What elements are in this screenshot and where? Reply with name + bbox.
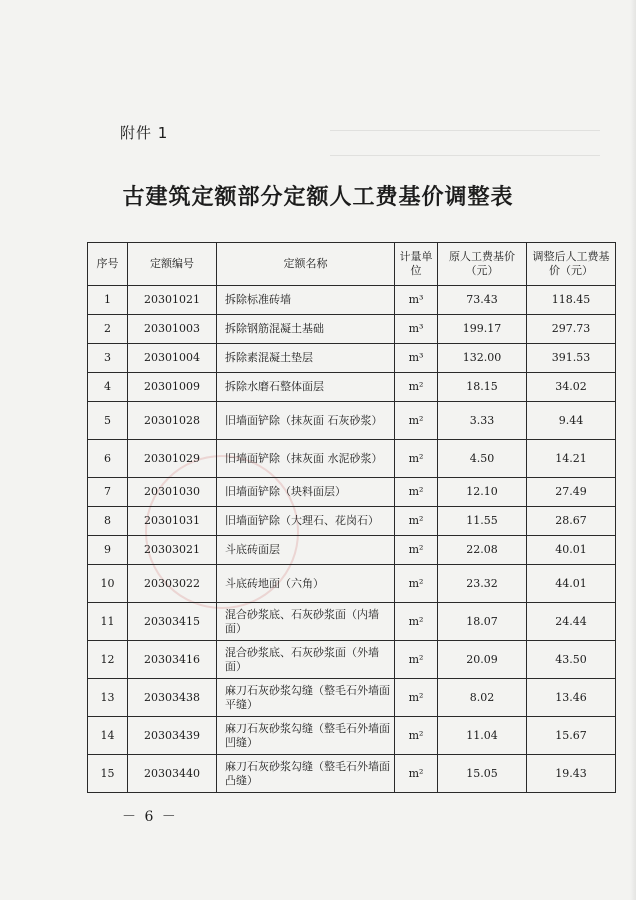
cell-original-price: 18.15 [438,373,527,402]
table-row [88,315,616,344]
cell-seq: 4 [88,373,128,402]
cell-original-price: 8.02 [438,679,527,717]
cell-adjusted-price: 118.45 [527,286,616,315]
cell-code: 20303021 [128,536,217,565]
cell-unit: m² [395,440,438,478]
cell-seq: 12 [88,641,128,679]
page-edge-shadow [630,0,636,900]
cell-seq: 3 [88,344,128,373]
cell-unit: m³ [395,286,438,315]
table-row [88,717,616,755]
cell-unit: m² [395,641,438,679]
cell-unit: m² [395,565,438,603]
cell-adjusted-price: 15.67 [527,717,616,755]
table-row [88,679,616,717]
table-row [88,565,616,603]
cell-original-price: 15.05 [438,755,527,793]
cell-name: 混合砂浆底、石灰砂浆面（外墙面） [217,641,395,679]
table-row [88,344,616,373]
cell-original-price: 199.17 [438,315,527,344]
cell-code: 20303438 [128,679,217,717]
cell-seq: 8 [88,507,128,536]
cell-code: 20301029 [128,440,217,478]
cell-name: 斗底砖地面（六角） [217,565,395,603]
header-unit: 计量单位 [395,243,438,286]
cell-unit: m² [395,536,438,565]
cell-code: 20303440 [128,755,217,793]
cell-seq: 1 [88,286,128,315]
cell-unit: m² [395,507,438,536]
cell-seq: 6 [88,440,128,478]
cell-unit: m² [395,717,438,755]
cell-adjusted-price: 44.01 [527,565,616,603]
cell-adjusted-price: 43.50 [527,641,616,679]
cell-unit: m² [395,603,438,641]
cell-adjusted-price: 297.73 [527,315,616,344]
cell-original-price: 132.00 [438,344,527,373]
cell-adjusted-price: 391.53 [527,344,616,373]
cell-unit: m² [395,402,438,440]
cell-unit: m² [395,679,438,717]
cell-adjusted-price: 24.44 [527,603,616,641]
cell-seq: 15 [88,755,128,793]
cell-seq: 13 [88,679,128,717]
cell-code: 20303415 [128,603,217,641]
cell-original-price: 22.08 [438,536,527,565]
header-original-price: 原人工费基价（元） [438,243,527,286]
cell-seq: 2 [88,315,128,344]
table-row [88,286,616,315]
cell-adjusted-price: 40.01 [527,536,616,565]
cell-original-price: 23.32 [438,565,527,603]
cell-name: 旧墙面铲除（抹灰面 石灰砂浆） [217,402,395,440]
document-title: 古建筑定额部分定额人工费基价调整表 [122,184,514,210]
cell-seq: 14 [88,717,128,755]
cell-adjusted-price: 19.43 [527,755,616,793]
cell-name: 麻刀石灰砂浆勾缝（整毛石外墙面 凹缝） [217,717,395,755]
cell-original-price: 12.10 [438,478,527,507]
bleed-through-line [330,130,600,131]
cell-original-price: 18.07 [438,603,527,641]
cell-name: 旧墙面铲除（块料面层） [217,478,395,507]
cell-seq: 5 [88,402,128,440]
table-row [88,755,616,793]
cell-unit: m³ [395,344,438,373]
cell-name: 麻刀石灰砂浆勾缝（整毛石外墙面 凸缝） [217,755,395,793]
cell-code: 20301003 [128,315,217,344]
table-row [88,373,616,402]
cell-adjusted-price: 14.21 [527,440,616,478]
cell-code: 20301021 [128,286,217,315]
cell-code: 20301009 [128,373,217,402]
cell-code: 20301031 [128,507,217,536]
cell-code: 20301028 [128,402,217,440]
bleed-through-line [330,155,600,156]
cell-original-price: 73.43 [438,286,527,315]
cell-code: 20303416 [128,641,217,679]
cell-name: 斗底砖面层 [217,536,395,565]
cell-adjusted-price: 13.46 [527,679,616,717]
cell-seq: 7 [88,478,128,507]
cell-original-price: 4.50 [438,440,527,478]
cell-code: 20303439 [128,717,217,755]
cell-name: 旧墙面铲除（大理石、花岗石） [217,507,395,536]
table-row [88,641,616,679]
attachment-label: 附件 1 [120,124,169,142]
header-code: 定额编号 [128,243,217,286]
table-row [88,478,616,507]
cell-unit: m³ [395,315,438,344]
quota-table [87,242,616,793]
header-adjusted-price: 调整后人工费基价（元） [527,243,616,286]
cell-name: 混合砂浆底、石灰砂浆面（内墙面） [217,603,395,641]
table-row [88,507,616,536]
table-header-row [88,243,616,286]
cell-original-price: 3.33 [438,402,527,440]
table-row [88,603,616,641]
cell-name: 拆除标准砖墙 [217,286,395,315]
cell-seq: 9 [88,536,128,565]
cell-unit: m² [395,373,438,402]
cell-original-price: 20.09 [438,641,527,679]
cell-original-price: 11.04 [438,717,527,755]
cell-seq: 10 [88,565,128,603]
cell-name: 旧墙面铲除（抹灰面 水泥砂浆） [217,440,395,478]
page-number: － 6 － [122,809,178,825]
table-row [88,402,616,440]
table-row [88,536,616,565]
cell-name: 麻刀石灰砂浆勾缝（整毛石外墙面 平缝） [217,679,395,717]
cell-code: 20301004 [128,344,217,373]
cell-name: 拆除钢筋混凝土基础 [217,315,395,344]
cell-code: 20303022 [128,565,217,603]
header-seq: 序号 [88,243,128,286]
cell-adjusted-price: 34.02 [527,373,616,402]
cell-name: 拆除水磨石整体面层 [217,373,395,402]
cell-adjusted-price: 27.49 [527,478,616,507]
cell-seq: 11 [88,603,128,641]
cell-adjusted-price: 28.67 [527,507,616,536]
cell-unit: m² [395,478,438,507]
table-row [88,440,616,478]
cell-original-price: 11.55 [438,507,527,536]
cell-adjusted-price: 9.44 [527,402,616,440]
header-name: 定额名称 [217,243,395,286]
cell-name: 拆除素混凝土垫层 [217,344,395,373]
cell-unit: m² [395,755,438,793]
cell-code: 20301030 [128,478,217,507]
